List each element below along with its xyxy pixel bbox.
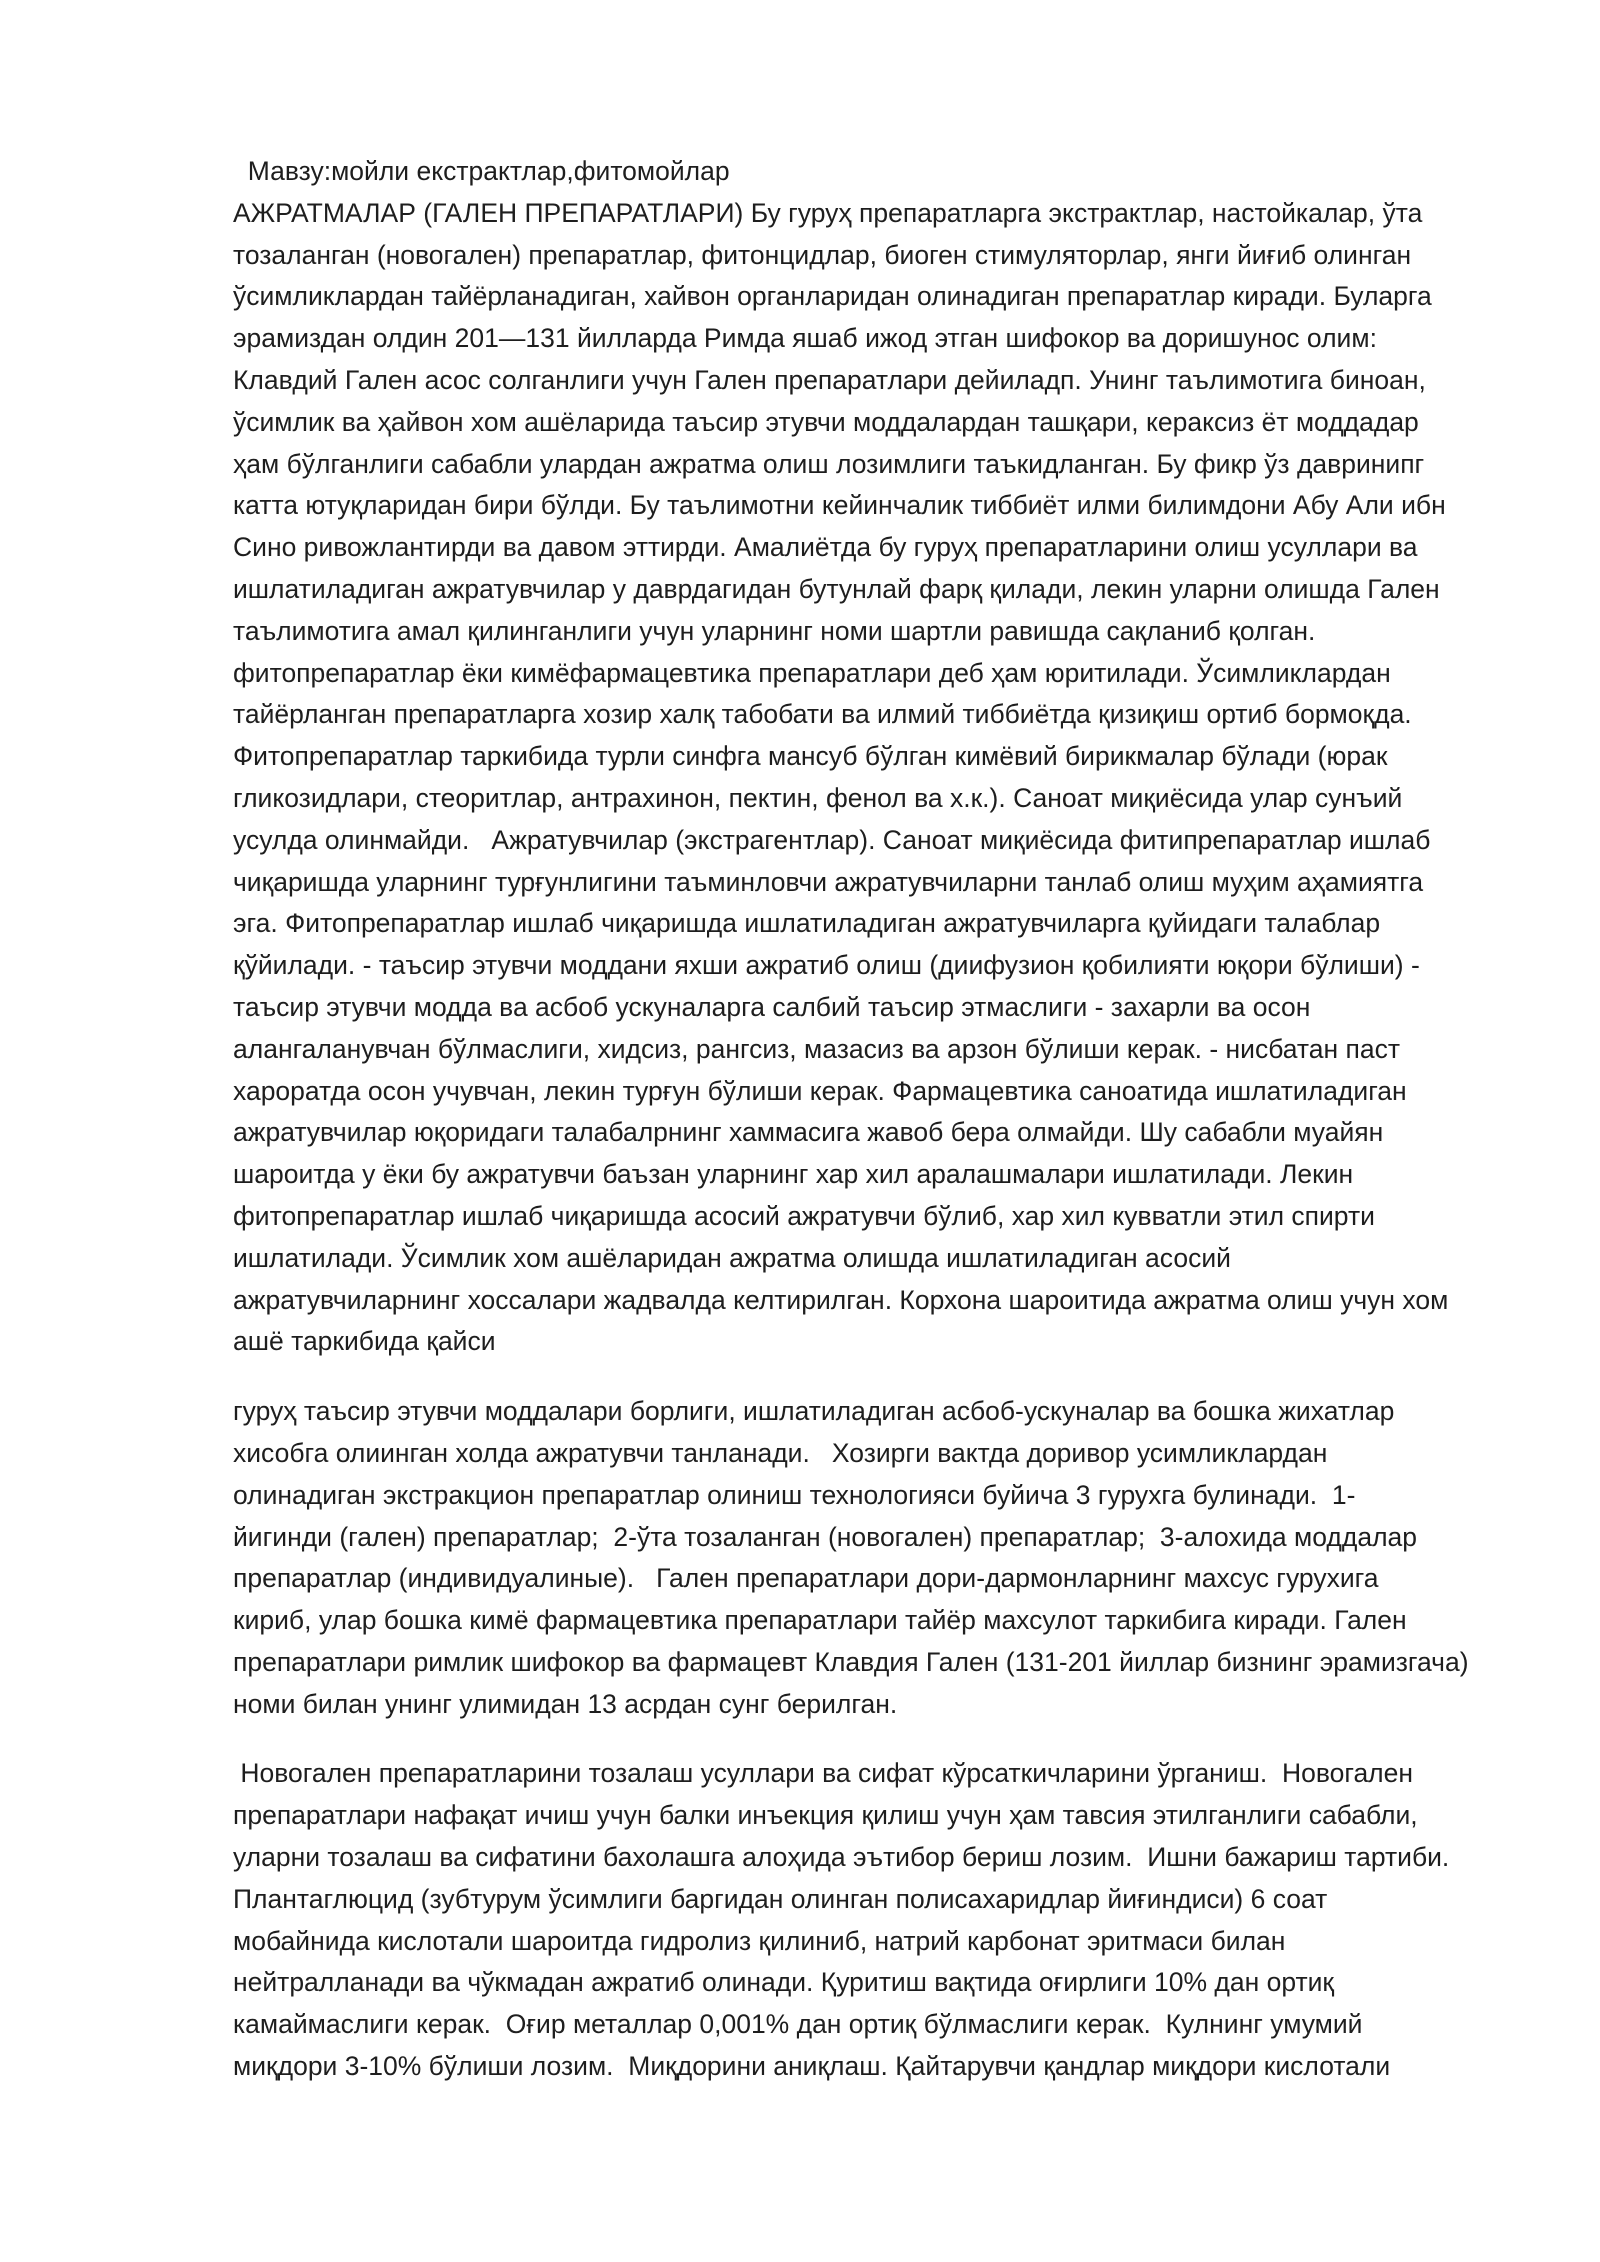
- text-line: тозаланган (новогален) препаратлар, фитонцидлар, биоген стимуляторлар, янги йиғиб олинган: [233, 239, 1412, 270]
- text-line: ишлатиладиган ажратувчилар у даврдагидан бутунлай фарқ қилади, лекин уларни олишда Гален: [233, 573, 1440, 604]
- paragraph: [233, 151, 1563, 1363]
- text-line: ашё таркибида қайси: [233, 1326, 496, 1357]
- text-line: номи билан унинг улимидан 13 асрдан сунг берилган.: [233, 1688, 898, 1719]
- text-line: чиқаришда уларнинг турғунлигини таъминловчи ажратувчиларни танлаб олиш муҳим аҳамиятга: [233, 866, 1424, 897]
- text-line: йигинди (гален) препаратлар; 2-ўта тозаланган (новогален) препаратлар; 3-алохида моддалар: [233, 1521, 1418, 1552]
- text-line: ўсимлик ва ҳайвон хом ашёларида таъсир этувчи моддалардан ташқари, кераксиз ёт моддадар: [233, 406, 1419, 437]
- text-line: эга. Фитопрепаратлар ишлаб чиқаришда ишлатиладиган ажратувчиларга қуйидаги талаблар: [233, 908, 1381, 939]
- text-line: кириб, улар бошка кимё фармацевтика препаратлари тайёр махсулот таркибига киради. Гален: [233, 1605, 1407, 1636]
- text-line: препаратлар (индивидуалиные). Гален препаратлари дори-дармонларнинг махсус гурухига: [233, 1563, 1379, 1594]
- text-line: хисобга олиинган холда ажратувчи танланади. Хозирги вактда доривор усимликлардан: [233, 1437, 1328, 1468]
- text-line: ишлатилади. Ўсимлик хом ашёларидан ажратма олишда ишлатиладиган асосий: [233, 1242, 1231, 1273]
- topic-line: Мавзу:мойли екстрактлар,фитомойлар: [233, 156, 730, 186]
- text-line: хароратда осон учувчан, лекин турғун бўлиши керак. Фармацевтика саноатида ишлатиладиган: [233, 1075, 1407, 1106]
- text-line: Плантаглюцид (зубтурум ўсимлиги баргидан олинган полисахаридлар йиғиндиси) 6 соат: [233, 1883, 1328, 1914]
- text-line: препаратлари римлик шифокор ва фармацевт Клавдия Гален (131-201 йиллар бизнинг эрамизгача): [233, 1646, 1469, 1677]
- text-line: нейтралланади ва чўкмадан ажратиб олинади. Қуритиш вақтида оғирлиги 10% дан ортиқ: [233, 1967, 1335, 1998]
- text-line: шароитда у ёки бу ажратувчи баъзан уларнинг хар хил аралашмалари ишлатилади. Лекин: [233, 1159, 1354, 1190]
- text-line: фитопрепаратлар ишлаб чиқаришда асосий ажратувчи бўлиб, хар хил кувватли этил спирти: [233, 1200, 1375, 1231]
- text-line: Клавдий Гален асос солганлиги учун Гален препаратлари дейиладп. Унинг таълимотига биноан,: [233, 364, 1426, 395]
- text-line: алангаланувчан бўлмаслиги, хидсиз, рангсиз, мазасиз ва арзон бўлиши керак. - нисбатан паст: [233, 1033, 1400, 1064]
- text-line: уларни тозалаш ва сифатини бахолашга алоҳида эътибор бериш лозим. Ишни бажариш тартиби.: [233, 1842, 1450, 1873]
- paragraph: [233, 1391, 1563, 1725]
- text-line: гуруҳ таъсир этувчи моддалари борлиги, ишлатиладиган асбоб-ускуналар ва бошка жихатлар: [233, 1396, 1395, 1427]
- text-line: препаратлари нафақат ичиш учун балки инъекция қилиш учун ҳам тавсия этилганлиги сабабли,: [233, 1800, 1418, 1831]
- text-line: АЖРАТМАЛАР (ГАЛЕН ПРЕПАРАТЛАРИ) Бу гуруҳ препаратларга экстрактлар, настойкалар, ўта: [233, 197, 1423, 228]
- text-line: Фитопрепаратлар таркибида турли синфга мансуб бўлган кимёвий бирикмалар бўлади (юрак: [233, 741, 1388, 772]
- text-line: эрамиздан олдин 201—131 йилларда Римда яшаб ижод этган шифокор ва доришунос олим:: [233, 323, 1377, 354]
- text-line: катта ютуқларидан бири бўлди. Бу таълимотни кейинчалик тиббиёт илми билимдони Абу Али ибн: [233, 490, 1446, 521]
- text-line: ҳам бўлганлиги сабабли улардан ажратма олиш лозимлиги таъкидланган. Бу фикр ўз давринипг: [233, 448, 1425, 479]
- text-line: миқдори 3-10% бўлиши лозим. Миқдорини аниқлаш. Қайтарувчи қандлар миқдори кислотали: [233, 2051, 1391, 2082]
- text-line: тайёрланган препаратларга хозир халқ табобати ва илмий тиббиётда қизиқиш ортиб бормоқда.: [233, 699, 1412, 730]
- text-line: ажратувчилар юқоридаги талабалрнинг хаммасига жавоб бера олмайди. Шу сабабли муайян: [233, 1117, 1384, 1148]
- text-line: фитопрепаратлар ёки кимёфармацевтика препаратлари деб ҳам юритилади. Ўсимликлардан: [233, 657, 1391, 688]
- text-line: олинадиган экстракцион препаратлар олиниш технологияси буйича 3 гурухга булинади. 1-: [233, 1479, 1356, 1510]
- text-line: таъсир этувчи модда ва асбоб ускуналарга салбий таъсир этмаслиги - захарли ва осон: [233, 991, 1311, 1022]
- text-line: усулда олинмайди. Ажратувчилар (экстрагентлар). Саноат миқиёсида фитипрепаратлар ишлаб: [233, 824, 1431, 855]
- text-line: ўсимликлардан тайёрланадиган, хайвон органларидан олинадиган препаратлар киради. Буларга: [233, 281, 1432, 312]
- text-line: таълимотига амал қилинганлиги учун уларнинг номи шартли равишда сақланиб қолган.: [233, 615, 1316, 646]
- paragraph: [233, 1753, 1563, 2087]
- text-line: мобайнида кислотали шароитда гидролиз қилиниб, натрий карбонат эритмаси билан: [233, 1925, 1286, 1956]
- text-line: Сино ривожлантирди ва давом эттирди. Амалиётда бу гуруҳ препаратларини олиш усуллари ва: [233, 532, 1418, 563]
- document-body: [233, 151, 1563, 2088]
- text-line: камаймаслиги керак. Оғир металлар 0,001% дан ортиқ бўлмаслиги керак. Кулнинг умумий: [233, 2009, 1363, 2040]
- text-line: қўйилади. - таъсир этувчи моддани яхши ажратиб олиш (диифузион қобилияти юқори бўлиши) -: [233, 950, 1420, 981]
- text-line: гликозидлари, стеоритлар, антрахинон, пектин, фенол ва х.к.). Саноат миқиёсида улар сунъий: [233, 782, 1403, 813]
- text-line: Новогален препаратларини тозалаш усуллари ва сифат кўрсаткичларини ўрганиш. Новогален: [233, 1758, 1414, 1789]
- text-line: ажратувчиларнинг хоссалари жадвалда келтирилган. Корхона шароитида ажратма олиш учун хом: [233, 1284, 1449, 1315]
